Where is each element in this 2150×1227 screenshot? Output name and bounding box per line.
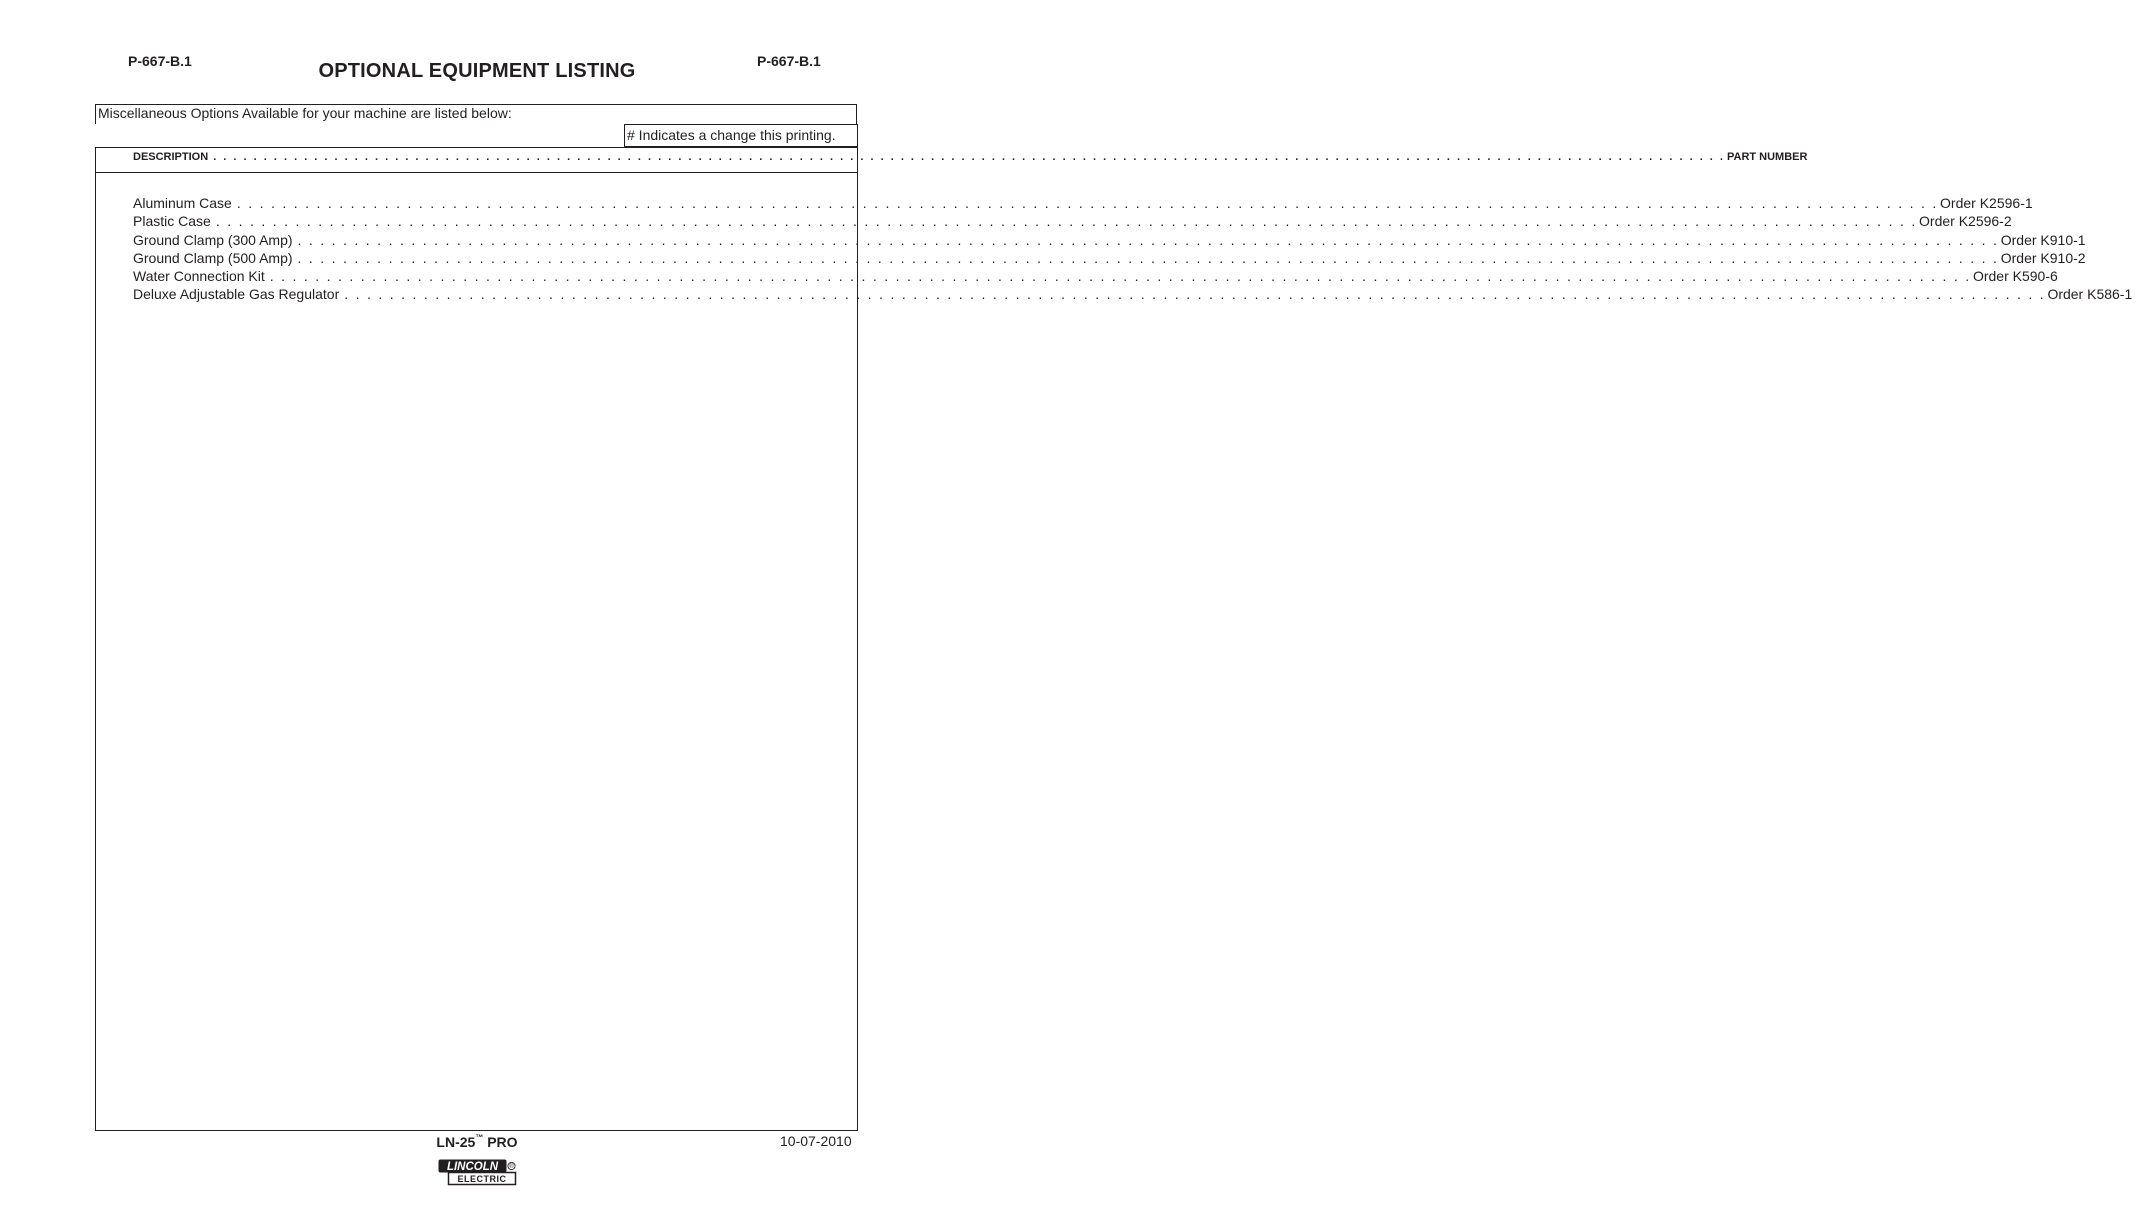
print-date: 10-07-2010 xyxy=(780,1133,852,1149)
model-suffix: PRO xyxy=(483,1134,518,1150)
item-part-number: Order K2596-1 xyxy=(1940,195,2033,211)
item-description: Ground Clamp (500 Amp) xyxy=(133,249,293,266)
list-item xyxy=(133,267,2058,285)
dot-leader: . . . . . . . . . . . . . . . . . . . . . . . . . . . . . . . . . . . . . . . . . . . . . . . . . . . . . . . . . . . . . . . . . . . . . . . . . . . . . . . . . . . . . . . . . . . . . . . . . . . . . . . . . . . . . . . . . . . . . . . . . . . . . . . . . . . . . . . . . . . . . . . . . . . . . . xyxy=(213,151,1725,163)
logo-bottom-text: ELECTRIC xyxy=(457,1174,507,1184)
doc-id-right: P-667-B.1 xyxy=(757,53,821,69)
item-description: Water Connection Kit xyxy=(133,268,265,285)
item-part-number: Order K586-1 xyxy=(2047,286,2133,303)
lincoln-electric-logo xyxy=(438,1159,517,1186)
item-part-number: Order K910-1 xyxy=(2000,231,2086,248)
dot-leader: . . . . . . . . . . . . . . . . . . . . . . . . . . . . . . . . . . . . . . . . . . . . . . . . . . . . . . . . . . . . . . . . . . . . . . . . . . . . . . . . . . . . . . . . . . . . . . . . . . . . . . . . . . . . . . . . . . . . . . . . . . . . . . . . . . . . . . . . . . . . . . . . . . . . . . xyxy=(297,249,1999,266)
list-item xyxy=(133,194,2033,212)
model-base: LN-25 xyxy=(436,1134,476,1150)
list-item xyxy=(133,212,2012,230)
header-divider xyxy=(95,172,858,173)
dot-leader: . . . . . . . . . . . . . . . . . . . . . . . . . . . . . . . . . . . . . . . . . . . . . . . . . . . . . . . . . . . . . . . . . . . . . . . . . . . . . . . . . . . . . . . . . . . . . . . . . . . . . . . . . . . . . . . . . . . . . . . . . . . . . . . . . . . . . . . . . . . . . . . . . . . . . . xyxy=(215,213,1918,230)
doc-id-left: P-667-B.1 xyxy=(128,53,192,69)
list-item xyxy=(133,285,2133,303)
intro-text: Miscellaneous Options Available for your machine are listed below: xyxy=(98,105,512,121)
change-note: # Indicates a change this printing. xyxy=(624,124,858,147)
item-description: Aluminum Case xyxy=(133,195,232,211)
dot-leader: . . . . . . . . . . . . . . . . . . . . . . . . . . . . . . . . . . . . . . . . . . . . . . . . . . . . . . . . . . . . . . . . . . . . . . . . . . . . . . . . . . . . . . . . . . . . . . . . . . . . . . . . . . . . . . . . . . . . . . . . . . . . . . . . . . . . . . . . . . . . . . . . . . . . . . xyxy=(297,231,1999,248)
item-description: Ground Clamp (300 Amp) xyxy=(133,231,293,248)
page-title: OPTIONAL EQUIPMENT LISTING xyxy=(318,60,636,82)
column-description-label: DESCRIPTION xyxy=(133,151,209,163)
dot-leader: . . . . . . . . . . . . . . . . . . . . . . . . . . . . . . . . . . . . . . . . . . . . . . . . . . . . . . . . . . . . . . . . . . . . . . . . . . . . . . . . . . . . . . . . . . . . . . . . . . . . . . . . . . . . . . . . . . . . . . . . . . . . . . . . . . . . . . . . . . . . . . . . . . . . . . xyxy=(236,195,1939,211)
item-part-number: Order K2596-2 xyxy=(1919,213,2012,230)
item-description: Plastic Case xyxy=(133,213,211,230)
item-description: Deluxe Adjustable Gas Regulator xyxy=(133,286,340,303)
logo-top-text: LINCOLN xyxy=(446,1161,499,1173)
list-item xyxy=(133,249,2086,267)
logo-registered-mark: ® xyxy=(509,1164,514,1171)
equipment-list xyxy=(133,194,2133,304)
column-header xyxy=(133,151,1808,163)
item-part-number: Order K910-2 xyxy=(2000,249,2086,266)
dot-leader: . . . . . . . . . . . . . . . . . . . . . . . . . . . . . . . . . . . . . . . . . . . . . . . . . . . . . . . . . . . . . . . . . . . . . . . . . . . . . . . . . . . . . . . . . . . . . . . . . . . . . . . . . . . . . . . . . . . . . . . . . . . . . . . . . . . . . . . . . . . . . . . . . . . . . . xyxy=(344,286,2046,303)
list-item xyxy=(133,231,2086,249)
dot-leader: . . . . . . . . . . . . . . . . . . . . . . . . . . . . . . . . . . . . . . . . . . . . . . . . . . . . . . . . . . . . . . . . . . . . . . . . . . . . . . . . . . . . . . . . . . . . . . . . . . . . . . . . . . . . . . . . . . . . . . . . . . . . . . . . . . . . . . . . . . . . . . . . . . . . . . xyxy=(269,268,1971,285)
column-part-number-label: PART NUMBER xyxy=(1726,151,1808,163)
item-part-number: Order K590-6 xyxy=(1972,268,2058,285)
trademark-mark: ™ xyxy=(475,1133,484,1143)
